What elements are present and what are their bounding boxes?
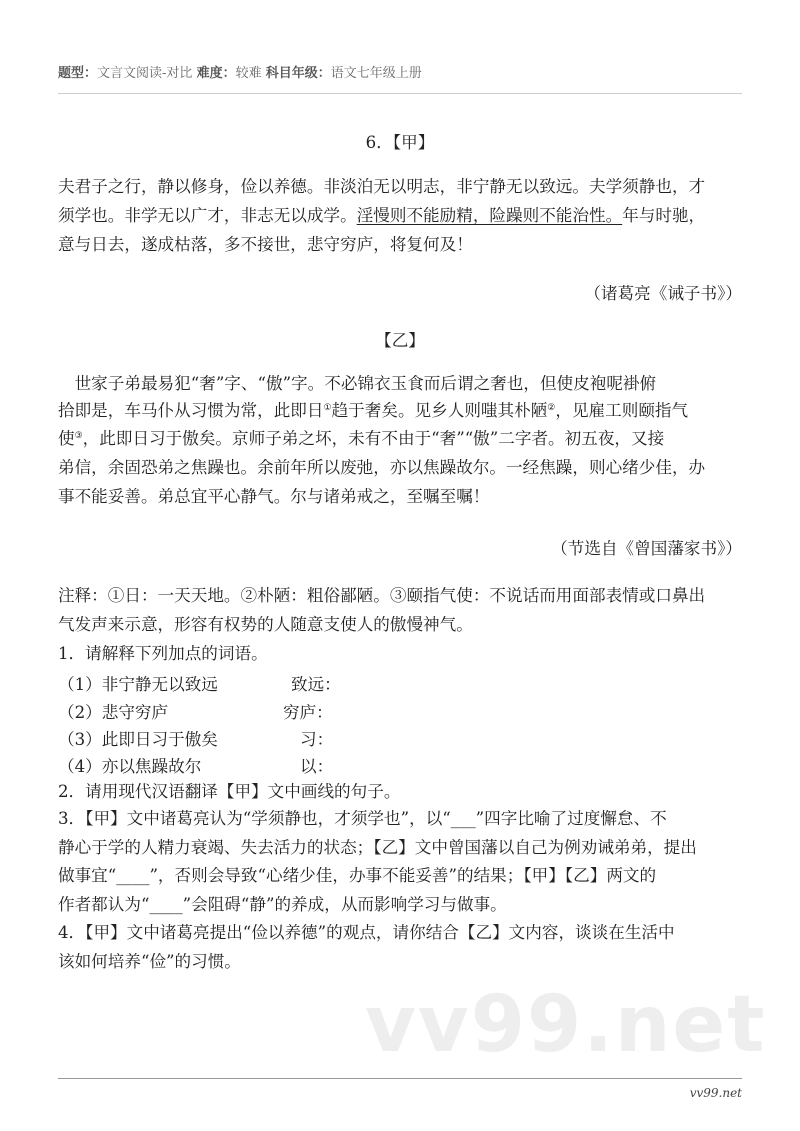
q2: 2．请用现代汉语翻译【甲】文中画线的句子。 [58, 782, 401, 801]
question-title: 6．【甲】 [365, 133, 435, 152]
passage-line [58, 374, 742, 394]
notes-line: 注释：①日：一天天地。②朴陋：粗俗鄙陋。③颐指气使：不说话而用面部表情或口鼻出 [58, 586, 706, 605]
text-segment: 使 [58, 429, 75, 448]
passage-yi-title: 【乙】 [375, 331, 425, 350]
watermark: vv99.net [365, 980, 767, 1070]
grade-label: 科目年级： [265, 66, 331, 81]
text-segment: ，此即日习于傲矣。京师子弟之坏，未有不由于“奢”“傲”二字者。初五夜，又接 [82, 429, 665, 448]
q4-line: 4．【甲】文中诸葛亮提出“俭以养德”的观点，请你结合【乙】文内容，谈谈在生活中 [58, 923, 675, 942]
underlined-sentence: 淫慢则不能励精，险躁则不能治性。 [356, 206, 623, 225]
footer-site: vv99.net [689, 1086, 742, 1100]
q1-answer-label: 习： [300, 730, 334, 749]
passage-line [58, 487, 742, 507]
q1-answer-label: 以： [300, 757, 334, 776]
text-segment: ，见雇工则颐指气 [555, 401, 689, 420]
grade-value: 语文七年级上册 [330, 66, 422, 81]
text-segment: 拾即是，车马仆从习惯为常，此即日 [58, 401, 324, 420]
text-segment: 年与时驰， [622, 206, 706, 225]
q3-line: 作者都认为“____”会阻碍“静”的养成，从而影响学习与做事。 [58, 895, 507, 914]
footnote-marker: ③ [74, 431, 83, 441]
passage-line [58, 235, 742, 255]
q1-item: （3）此即日习于傲矣 [58, 730, 218, 749]
difficulty-label: 难度： [196, 66, 236, 81]
type-value: 文言文阅读-对比 [97, 66, 193, 81]
text-segment: 趋于奢矣。见乡人则嗤其朴陋 [331, 401, 548, 420]
q4-line: 该如何培养“俭”的习惯。 [58, 952, 241, 971]
passage-line [58, 458, 742, 478]
text-segment: 夫君子之行，静以修身，俭以养德。非淡泊无以明志，非宁静无以致远。夫学须静也，才 [58, 177, 706, 196]
passage-jia-source: （诸葛亮《诫子书》） [584, 284, 742, 303]
difficulty-value: 较难 [235, 66, 262, 81]
q1-answer-label: 穷庐： [283, 703, 333, 722]
header-divider [58, 93, 742, 94]
text-segment: 意与日去，遂成枯落，多不接世，悲守穷庐，将复何及！ [58, 235, 473, 254]
passage-line [58, 206, 742, 226]
footnote-marker: ① [323, 403, 332, 413]
passage-yi-source: （节选自《曾国藩家书》） [551, 539, 742, 558]
notes-line: 气发声来示意，形容有权势的人随意支使人的傲慢神气。 [58, 615, 473, 634]
q3-line: 做事宜“____”，否则会导致“心绪少佳，办事不能妥善”的结果；【甲】【乙】两文的 [58, 866, 657, 885]
passage-line [58, 401, 742, 421]
question-meta [58, 62, 422, 81]
footnote-marker: ② [547, 403, 556, 413]
q1-item: （4）亦以焦躁故尔 [58, 757, 202, 776]
q1-stem: 1．请解释下列加点的词语。 [58, 644, 268, 663]
q1-item: （2）悲守穷庐 [58, 703, 169, 722]
footer-divider [58, 1078, 742, 1079]
text-segment: 世家子弟最易犯“奢”字、“傲”字。不必锦衣玉食而后谓之奢也，但使皮袍呢褂俯 [58, 374, 657, 393]
q1-item: （1）非宁静无以致远 [58, 675, 218, 694]
text-segment: 事不能妥善。弟总宜平心静气。尔与诸弟戒之，至嘱至嘱！ [58, 487, 490, 506]
passage-line [58, 177, 742, 197]
type-label: 题型： [58, 66, 98, 81]
q3-line: 3．【甲】文中诸葛亮认为“学须静也，才须学也”，以“___”四字比喻了过度懈怠、不 [58, 809, 667, 828]
text-segment: 须学也。非学无以广才，非志无以成学。 [58, 206, 357, 225]
passage-line [58, 429, 742, 449]
q1-answer-label: 致远： [291, 675, 341, 694]
q3-line: 静心于学的人精力衰竭、失去活力的状态；【乙】文中曾国藩以自己为例劝诫弟弟，提出 [58, 838, 697, 857]
text-segment: 弟信，余固恐弟之焦躁也。余前年所以废弛，亦以焦躁故尔。一经焦躁，则心绪少佳，办 [58, 458, 706, 477]
